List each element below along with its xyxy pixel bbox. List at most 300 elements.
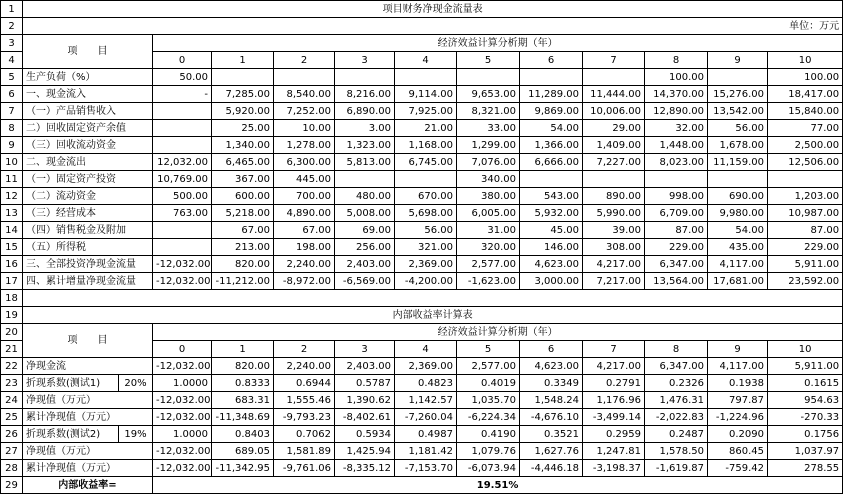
value-cell[interactable]: -4,446.18 [520, 460, 583, 477]
value-cell[interactable]: 5,218.00 [212, 205, 274, 222]
value-cell[interactable]: - [153, 86, 212, 103]
discount-rate[interactable]: 19% [119, 426, 153, 443]
year-header[interactable]: 10 [768, 52, 843, 69]
value-cell[interactable] [335, 171, 395, 188]
value-cell[interactable]: 15,276.00 [708, 86, 768, 103]
value-cell[interactable]: -7,260.04 [395, 409, 457, 426]
value-cell[interactable]: 1,247.81 [583, 443, 645, 460]
value-cell[interactable]: 954.63 [768, 392, 843, 409]
value-cell[interactable]: 1,142.57 [395, 392, 457, 409]
year-header[interactable]: 6 [520, 341, 583, 358]
value-cell[interactable]: 0.6944 [274, 375, 335, 392]
row-number[interactable]: 2 [1, 18, 23, 35]
value-cell[interactable]: 367.00 [212, 171, 274, 188]
row-number[interactable]: 23 [1, 375, 23, 392]
value-cell[interactable]: 6,666.00 [520, 154, 583, 171]
value-cell[interactable] [395, 69, 457, 86]
row-number[interactable]: 24 [1, 392, 23, 409]
value-cell[interactable]: 1,037.97 [768, 443, 843, 460]
value-cell[interactable] [153, 103, 212, 120]
year-header[interactable]: 9 [708, 341, 768, 358]
value-cell[interactable]: 7,227.00 [583, 154, 645, 171]
value-cell[interactable]: 9,980.00 [708, 205, 768, 222]
value-cell[interactable]: -759.42 [708, 460, 768, 477]
value-cell[interactable]: 0.4190 [457, 426, 520, 443]
row-number[interactable]: 9 [1, 137, 23, 154]
value-cell[interactable]: -12,032.00 [153, 273, 212, 290]
value-cell[interactable]: 4,890.00 [274, 205, 335, 222]
value-cell[interactable] [153, 120, 212, 137]
value-cell[interactable]: 77.00 [768, 120, 843, 137]
value-cell[interactable]: -12,032.00 [153, 256, 212, 273]
value-cell[interactable]: 229.00 [645, 239, 708, 256]
value-cell[interactable]: 6,890.00 [335, 103, 395, 120]
value-cell[interactable]: 0.1756 [768, 426, 843, 443]
value-cell[interactable]: 5,813.00 [335, 154, 395, 171]
row-label[interactable]: （一）固定资产投资 [23, 171, 153, 188]
value-cell[interactable]: 1,548.24 [520, 392, 583, 409]
value-cell[interactable]: 670.00 [395, 188, 457, 205]
value-cell[interactable]: 21.00 [395, 120, 457, 137]
value-cell[interactable]: 146.00 [520, 239, 583, 256]
value-cell[interactable]: 1,578.50 [645, 443, 708, 460]
value-cell[interactable]: 8,321.00 [457, 103, 520, 120]
value-cell[interactable]: 8,216.00 [335, 86, 395, 103]
row-label[interactable]: 累计净现值（万元） [23, 460, 153, 477]
value-cell[interactable]: -7,153.70 [395, 460, 457, 477]
irr-label[interactable]: 内部收益率= [23, 477, 153, 494]
row-number[interactable]: 21 [1, 341, 23, 358]
value-cell[interactable]: 1,278.00 [274, 137, 335, 154]
value-cell[interactable]: 33.00 [457, 120, 520, 137]
row-label[interactable]: 三、全部投资净现金流量 [23, 256, 153, 273]
value-cell[interactable] [645, 171, 708, 188]
value-cell[interactable]: 2,403.00 [335, 256, 395, 273]
value-cell[interactable]: 0.4019 [457, 375, 520, 392]
value-cell[interactable]: 890.00 [583, 188, 645, 205]
value-cell[interactable]: 1,425.94 [335, 443, 395, 460]
value-cell[interactable]: 2,577.00 [457, 358, 520, 375]
row-label[interactable]: 净现值（万元） [23, 392, 153, 409]
value-cell[interactable]: 29.00 [583, 120, 645, 137]
value-cell[interactable]: -12,032.00 [153, 358, 212, 375]
value-cell[interactable]: 8,023.00 [645, 154, 708, 171]
value-cell[interactable] [768, 171, 843, 188]
period-header[interactable]: 经济效益计算分析期（年） [153, 324, 843, 341]
year-header[interactable]: 6 [520, 52, 583, 69]
value-cell[interactable]: 1,476.31 [645, 392, 708, 409]
year-header[interactable]: 3 [335, 341, 395, 358]
value-cell[interactable]: 0.4987 [395, 426, 457, 443]
value-cell[interactable]: 5,911.00 [768, 358, 843, 375]
value-cell[interactable]: 256.00 [335, 239, 395, 256]
row-number[interactable]: 5 [1, 69, 23, 86]
value-cell[interactable]: 6,005.00 [457, 205, 520, 222]
value-cell[interactable]: 820.00 [212, 256, 274, 273]
value-cell[interactable] [457, 69, 520, 86]
row-number[interactable]: 4 [1, 52, 23, 69]
value-cell[interactable] [335, 69, 395, 86]
value-cell[interactable]: 9,114.00 [395, 86, 457, 103]
value-cell[interactable]: 797.87 [708, 392, 768, 409]
value-cell[interactable]: 0.7062 [274, 426, 335, 443]
value-cell[interactable] [153, 137, 212, 154]
value-cell[interactable]: 2,369.00 [395, 256, 457, 273]
row-label[interactable]: 净现金流 [23, 358, 153, 375]
row-number[interactable]: 28 [1, 460, 23, 477]
value-cell[interactable]: 10,987.00 [768, 205, 843, 222]
value-cell[interactable]: 56.00 [708, 120, 768, 137]
value-cell[interactable]: 308.00 [583, 239, 645, 256]
value-cell[interactable]: 67.00 [274, 222, 335, 239]
value-cell[interactable]: -8,402.61 [335, 409, 395, 426]
row-number[interactable]: 25 [1, 409, 23, 426]
value-cell[interactable]: 4,117.00 [708, 358, 768, 375]
period-header[interactable]: 经济效益计算分析期（年） [153, 35, 843, 52]
value-cell[interactable]: 1,340.00 [212, 137, 274, 154]
value-cell[interactable]: 0.3349 [520, 375, 583, 392]
value-cell[interactable]: 820.00 [212, 358, 274, 375]
value-cell[interactable]: 13,542.00 [708, 103, 768, 120]
value-cell[interactable]: 69.00 [335, 222, 395, 239]
row-label[interactable]: 折现系数(测试2) [23, 426, 119, 443]
value-cell[interactable]: -12,032.00 [153, 460, 212, 477]
value-cell[interactable]: 1,035.70 [457, 392, 520, 409]
item-header[interactable]: 项 目 [23, 324, 153, 358]
value-cell[interactable]: 321.00 [395, 239, 457, 256]
value-cell[interactable] [520, 69, 583, 86]
value-cell[interactable]: 8,540.00 [274, 86, 335, 103]
value-cell[interactable]: -12,032.00 [153, 443, 212, 460]
value-cell[interactable]: 9,653.00 [457, 86, 520, 103]
value-cell[interactable]: 1,409.00 [583, 137, 645, 154]
value-cell[interactable]: 1,678.00 [708, 137, 768, 154]
value-cell[interactable]: 5,990.00 [583, 205, 645, 222]
value-cell[interactable] [583, 171, 645, 188]
value-cell[interactable]: 7,076.00 [457, 154, 520, 171]
value-cell[interactable]: 4,623.00 [520, 358, 583, 375]
row-number[interactable]: 3 [1, 35, 23, 52]
value-cell[interactable]: 3.00 [335, 120, 395, 137]
value-cell[interactable] [395, 171, 457, 188]
value-cell[interactable]: 7,285.00 [212, 86, 274, 103]
value-cell[interactable]: 45.00 [520, 222, 583, 239]
value-cell[interactable]: 1,627.76 [520, 443, 583, 460]
row-label[interactable]: 四、累计增量净现金流量 [23, 273, 153, 290]
value-cell[interactable]: -4,676.10 [520, 409, 583, 426]
value-cell[interactable]: 0.1615 [768, 375, 843, 392]
value-cell[interactable]: -9,761.06 [274, 460, 335, 477]
value-cell[interactable]: 213.00 [212, 239, 274, 256]
item-header[interactable]: 项 目 [23, 35, 153, 69]
row-number[interactable]: 1 [1, 1, 23, 18]
value-cell[interactable]: 54.00 [708, 222, 768, 239]
row-label[interactable]: 生产负荷（%） [23, 69, 153, 86]
value-cell[interactable]: 0.2326 [645, 375, 708, 392]
row-number[interactable]: 19 [1, 307, 23, 324]
value-cell[interactable] [708, 69, 768, 86]
value-cell[interactable]: -9,793.23 [274, 409, 335, 426]
row-label[interactable]: 一、现金流入 [23, 86, 153, 103]
row-number[interactable]: 12 [1, 188, 23, 205]
value-cell[interactable]: 1,366.00 [520, 137, 583, 154]
value-cell[interactable]: 2,577.00 [457, 256, 520, 273]
value-cell[interactable]: -6,569.00 [335, 273, 395, 290]
value-cell[interactable]: 12,890.00 [645, 103, 708, 120]
year-header[interactable]: 8 [645, 341, 708, 358]
value-cell[interactable]: 2,500.00 [768, 137, 843, 154]
year-header[interactable]: 7 [583, 341, 645, 358]
value-cell[interactable]: 1,581.89 [274, 443, 335, 460]
year-header[interactable]: 0 [153, 341, 212, 358]
value-cell[interactable]: 4,217.00 [583, 358, 645, 375]
row-label[interactable]: 折现系数(测试1) [23, 375, 119, 392]
value-cell[interactable]: 87.00 [768, 222, 843, 239]
value-cell[interactable]: 1,448.00 [645, 137, 708, 154]
value-cell[interactable]: 2,240.00 [274, 358, 335, 375]
value-cell[interactable]: 0.2959 [583, 426, 645, 443]
value-cell[interactable]: 31.00 [457, 222, 520, 239]
value-cell[interactable] [153, 222, 212, 239]
value-cell[interactable]: 1,555.46 [274, 392, 335, 409]
value-cell[interactable]: -11,342.95 [212, 460, 274, 477]
value-cell[interactable]: 229.00 [768, 239, 843, 256]
value-cell[interactable]: -11,212.00 [212, 273, 274, 290]
year-header[interactable]: 1 [212, 341, 274, 358]
value-cell[interactable]: 6,465.00 [212, 154, 274, 171]
value-cell[interactable]: 10,769.00 [153, 171, 212, 188]
row-number[interactable]: 29 [1, 477, 23, 494]
value-cell[interactable]: 5,008.00 [335, 205, 395, 222]
value-cell[interactable]: 0.4823 [395, 375, 457, 392]
value-cell[interactable]: -1,224.96 [708, 409, 768, 426]
table-title[interactable]: 内部收益率计算表 [23, 307, 843, 324]
value-cell[interactable]: 6,745.00 [395, 154, 457, 171]
row-number[interactable]: 15 [1, 239, 23, 256]
value-cell[interactable]: 700.00 [274, 188, 335, 205]
value-cell[interactable] [583, 69, 645, 86]
unit-label[interactable]: 单位：万元 [23, 18, 843, 35]
value-cell[interactable]: 2,369.00 [395, 358, 457, 375]
value-cell[interactable] [212, 69, 274, 86]
value-cell[interactable]: -3,198.37 [583, 460, 645, 477]
value-cell[interactable]: 23,592.00 [768, 273, 843, 290]
value-cell[interactable]: 67.00 [212, 222, 274, 239]
value-cell[interactable]: -12,032.00 [153, 409, 212, 426]
discount-rate[interactable]: 20% [119, 375, 153, 392]
value-cell[interactable]: 12,032.00 [153, 154, 212, 171]
row-number[interactable]: 6 [1, 86, 23, 103]
value-cell[interactable]: 0.3521 [520, 426, 583, 443]
value-cell[interactable]: 15,840.00 [768, 103, 843, 120]
value-cell[interactable]: 689.05 [212, 443, 274, 460]
value-cell[interactable]: 320.00 [457, 239, 520, 256]
row-label[interactable]: （三）回收流动资金 [23, 137, 153, 154]
value-cell[interactable]: 763.00 [153, 205, 212, 222]
value-cell[interactable]: 17,681.00 [708, 273, 768, 290]
value-cell[interactable]: -270.33 [768, 409, 843, 426]
row-number[interactable]: 27 [1, 443, 23, 460]
value-cell[interactable]: 690.00 [708, 188, 768, 205]
year-header[interactable]: 1 [212, 52, 274, 69]
value-cell[interactable]: 500.00 [153, 188, 212, 205]
table-title[interactable]: 项目财务净现金流量表 [23, 1, 843, 18]
row-number[interactable]: 22 [1, 358, 23, 375]
row-label[interactable]: 累计净现值（万元） [23, 409, 153, 426]
value-cell[interactable]: -6,224.34 [457, 409, 520, 426]
value-cell[interactable]: 11,444.00 [583, 86, 645, 103]
value-cell[interactable]: 7,217.00 [583, 273, 645, 290]
value-cell[interactable]: 6,300.00 [274, 154, 335, 171]
value-cell[interactable]: 87.00 [645, 222, 708, 239]
value-cell[interactable] [708, 171, 768, 188]
value-cell[interactable]: -1,619.87 [645, 460, 708, 477]
value-cell[interactable]: 1,203.00 [768, 188, 843, 205]
value-cell[interactable]: 683.31 [212, 392, 274, 409]
row-number[interactable]: 26 [1, 426, 23, 443]
value-cell[interactable]: 1.0000 [153, 426, 212, 443]
value-cell[interactable]: 50.00 [153, 69, 212, 86]
row-number[interactable]: 8 [1, 120, 23, 137]
value-cell[interactable]: 5,932.00 [520, 205, 583, 222]
value-cell[interactable]: -3,499.14 [583, 409, 645, 426]
value-cell[interactable]: 5,911.00 [768, 256, 843, 273]
value-cell[interactable] [274, 69, 335, 86]
year-header[interactable]: 2 [274, 341, 335, 358]
value-cell[interactable]: -4,200.00 [395, 273, 457, 290]
value-cell[interactable]: -8,335.12 [335, 460, 395, 477]
value-cell[interactable]: -2,022.83 [645, 409, 708, 426]
year-header[interactable]: 7 [583, 52, 645, 69]
value-cell[interactable]: 3,000.00 [520, 273, 583, 290]
value-cell[interactable]: -8,972.00 [274, 273, 335, 290]
row-label[interactable]: 二、现金流出 [23, 154, 153, 171]
value-cell[interactable]: 6,347.00 [645, 358, 708, 375]
value-cell[interactable]: -11,348.69 [212, 409, 274, 426]
value-cell[interactable]: 435.00 [708, 239, 768, 256]
value-cell[interactable]: 0.5934 [335, 426, 395, 443]
row-label[interactable]: （三）经营成本 [23, 205, 153, 222]
value-cell[interactable]: 1,176.96 [583, 392, 645, 409]
value-cell[interactable]: 5,698.00 [395, 205, 457, 222]
value-cell[interactable]: 2,240.00 [274, 256, 335, 273]
value-cell[interactable]: 0.8403 [212, 426, 274, 443]
value-cell[interactable]: 0.8333 [212, 375, 274, 392]
value-cell[interactable]: 0.2487 [645, 426, 708, 443]
value-cell[interactable]: 1,299.00 [457, 137, 520, 154]
value-cell[interactable]: 0.2791 [583, 375, 645, 392]
row-number[interactable]: 16 [1, 256, 23, 273]
row-number[interactable]: 18 [1, 290, 23, 307]
year-header[interactable]: 5 [457, 52, 520, 69]
value-cell[interactable]: 5,920.00 [212, 103, 274, 120]
year-header[interactable]: 5 [457, 341, 520, 358]
value-cell[interactable]: 860.45 [708, 443, 768, 460]
value-cell[interactable]: 39.00 [583, 222, 645, 239]
value-cell[interactable]: 4,623.00 [520, 256, 583, 273]
year-header[interactable]: 3 [335, 52, 395, 69]
year-header[interactable]: 0 [153, 52, 212, 69]
value-cell[interactable]: 0.5787 [335, 375, 395, 392]
value-cell[interactable]: 1,168.00 [395, 137, 457, 154]
value-cell[interactable]: 6,347.00 [645, 256, 708, 273]
value-cell[interactable]: 56.00 [395, 222, 457, 239]
year-header[interactable]: 10 [768, 341, 843, 358]
row-label[interactable]: （一）产品销售收入 [23, 103, 153, 120]
empty-cell[interactable] [23, 290, 843, 307]
row-label[interactable]: 净现值（万元） [23, 443, 153, 460]
value-cell[interactable]: 25.00 [212, 120, 274, 137]
value-cell[interactable]: 10.00 [274, 120, 335, 137]
year-header[interactable]: 4 [395, 341, 457, 358]
row-number[interactable]: 11 [1, 171, 23, 188]
year-header[interactable]: 8 [645, 52, 708, 69]
value-cell[interactable]: 6,709.00 [645, 205, 708, 222]
value-cell[interactable]: 998.00 [645, 188, 708, 205]
row-number[interactable]: 10 [1, 154, 23, 171]
value-cell[interactable]: 54.00 [520, 120, 583, 137]
row-label[interactable]: （四）销售税金及附加 [23, 222, 153, 239]
row-number[interactable]: 7 [1, 103, 23, 120]
value-cell[interactable]: 278.55 [768, 460, 843, 477]
value-cell[interactable]: 380.00 [457, 188, 520, 205]
year-header[interactable]: 9 [708, 52, 768, 69]
value-cell[interactable]: 7,925.00 [395, 103, 457, 120]
value-cell[interactable]: 13,564.00 [645, 273, 708, 290]
value-cell[interactable]: 11,159.00 [708, 154, 768, 171]
value-cell[interactable]: 445.00 [274, 171, 335, 188]
row-number[interactable]: 17 [1, 273, 23, 290]
value-cell[interactable]: 7,252.00 [274, 103, 335, 120]
value-cell[interactable]: 600.00 [212, 188, 274, 205]
value-cell[interactable]: 543.00 [520, 188, 583, 205]
value-cell[interactable] [520, 171, 583, 188]
row-number[interactable]: 20 [1, 324, 23, 341]
year-header[interactable]: 2 [274, 52, 335, 69]
row-number[interactable]: 13 [1, 205, 23, 222]
value-cell[interactable]: 198.00 [274, 239, 335, 256]
value-cell[interactable]: 10,006.00 [583, 103, 645, 120]
value-cell[interactable]: 480.00 [335, 188, 395, 205]
value-cell[interactable]: 1,181.42 [395, 443, 457, 460]
value-cell[interactable]: 1,390.62 [335, 392, 395, 409]
value-cell[interactable]: 11,289.00 [520, 86, 583, 103]
value-cell[interactable]: 4,117.00 [708, 256, 768, 273]
year-header[interactable]: 4 [395, 52, 457, 69]
value-cell[interactable]: 18,417.00 [768, 86, 843, 103]
row-label[interactable]: 二）回收固定资产余值 [23, 120, 153, 137]
value-cell[interactable]: 340.00 [457, 171, 520, 188]
value-cell[interactable]: 0.2090 [708, 426, 768, 443]
value-cell[interactable]: -6,073.94 [457, 460, 520, 477]
irr-value[interactable]: 19.51% [153, 477, 843, 494]
value-cell[interactable]: 100.00 [768, 69, 843, 86]
value-cell[interactable]: 9,869.00 [520, 103, 583, 120]
value-cell[interactable]: 12,506.00 [768, 154, 843, 171]
value-cell[interactable]: 1,323.00 [335, 137, 395, 154]
value-cell[interactable]: 32.00 [645, 120, 708, 137]
value-cell[interactable] [153, 239, 212, 256]
row-label[interactable]: （五）所得税 [23, 239, 153, 256]
row-number[interactable]: 14 [1, 222, 23, 239]
value-cell[interactable]: 1.0000 [153, 375, 212, 392]
value-cell[interactable]: 0.1938 [708, 375, 768, 392]
value-cell[interactable]: 2,403.00 [335, 358, 395, 375]
value-cell[interactable]: 1,079.76 [457, 443, 520, 460]
value-cell[interactable]: 14,370.00 [645, 86, 708, 103]
value-cell[interactable]: 100.00 [645, 69, 708, 86]
value-cell[interactable]: -1,623.00 [457, 273, 520, 290]
